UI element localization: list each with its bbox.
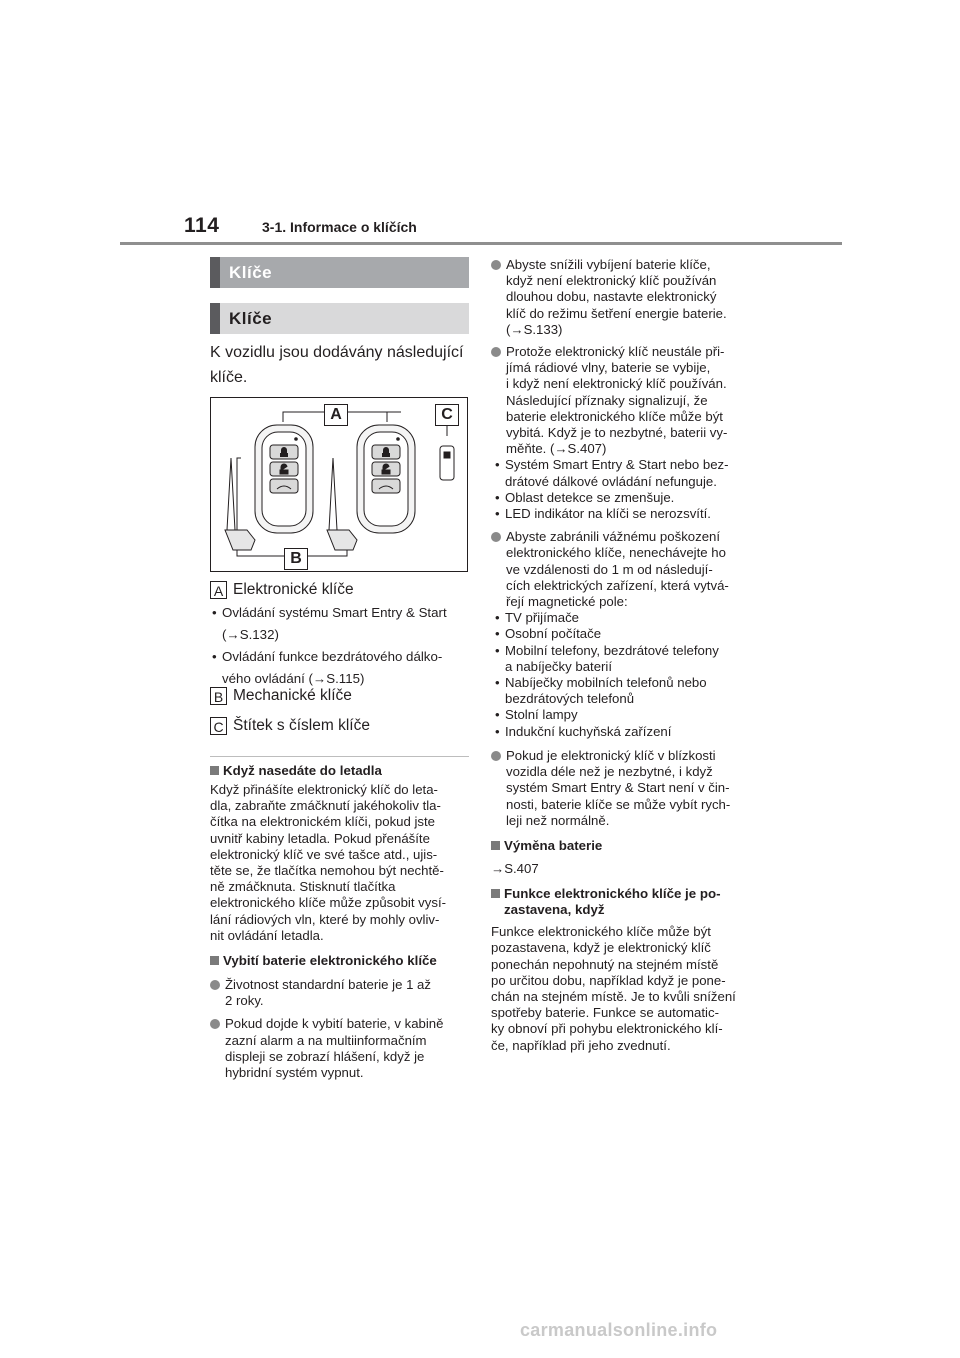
bullet-dot-icon — [210, 1019, 220, 1029]
left-notes — [210, 763, 470, 1081]
list-item-cont: (→S.132) — [222, 627, 279, 642]
item-b — [210, 687, 352, 705]
item-b-label: Mechanické klíče — [233, 687, 352, 704]
item-a-label: Elektronické klíče — [233, 581, 354, 598]
list-item: • LED indikátor na klíči se nerozsvítí. — [491, 506, 756, 522]
list-item-cont: a nabíječky baterií — [505, 658, 613, 674]
section-title: 3-1. Informace o klíčích — [262, 219, 417, 235]
page-number: 114 — [184, 214, 220, 237]
main-heading: Klíče — [229, 263, 273, 282]
item-b-letter: B — [210, 687, 227, 705]
item-a — [210, 581, 354, 599]
sub-heading: Klíče — [229, 309, 273, 328]
list-item: • Mobilní telefony, bezdrátové telefony — [491, 643, 756, 659]
bullet-item: Pokud je elektronický klíč v blízkosti vozidla déle než je nezbytné, i když systém Smart Entry & Start není v čin- nosti, baterie klíče se může vybít rych- leji než normálně. — [491, 748, 756, 829]
bullet-dot-icon — [491, 532, 501, 542]
list-item: • TV přijímače — [491, 610, 756, 626]
list-item: • Systém Smart Entry & Start nebo bez- — [491, 457, 756, 473]
page-reference: →S.407 — [491, 860, 539, 876]
bullet-dot-icon — [210, 980, 220, 990]
item-a-sublist — [212, 602, 477, 690]
intro-text: K vozidlu jsou dodávány následující klíče. — [210, 344, 464, 386]
note-heading: Vybití baterie elektronického klíče — [210, 953, 470, 969]
main-heading-band — [210, 257, 469, 288]
callout-b: B — [284, 548, 308, 570]
watermark: carmanualsonline.info — [520, 1320, 718, 1340]
device-list — [491, 610, 756, 740]
item-c — [210, 717, 370, 735]
bullet-dot-icon — [491, 751, 501, 761]
list-item: • Nabíječky mobilních telefonů nebo — [491, 675, 756, 691]
sub-heading-band — [210, 303, 469, 334]
bullet-item: Abyste zabránili vážnému poškození elektronického klíče, nenechávejte ho ve vzdálenosti do 1 m od následují- cích elektrických zařízení, která vytvá- řejí magnetické pole: — [491, 529, 756, 610]
note-text: Když přinášíte elektronický klíč do leta- dla, zabraňte zmáčknutí jakéhokoliv tla- čítka na elektronickém klíči, pokud jste uvnitř kabiny letadla. Pokud přenášíte elektronický klíč ve své tašce atd., ujis- těte se, že tlačítka nemohou být nechtě- ně zmáčknuta. Stisknutí tlačítka elektronického klíče může způsobit vysí- lání rádiových vln, které by mohly ovliv- nit ovládání letadla. — [210, 782, 447, 943]
symptom-list — [491, 457, 756, 522]
list-item: • Oblast detekce se zmenšuje. — [491, 490, 756, 506]
note-heading: Když nasedáte do letadla — [210, 763, 470, 779]
bullet-item: Protože elektronický klíč neustále při- jímá rádiové vlny, baterie se vybije, i když není elektronický klíč používán. Následující příznaky signalizují, že baterie elektronického klíče může být vybitá. Když je to nezbytné, baterii vy- měňte. (→S.407) — [491, 344, 756, 457]
right-notes — [491, 257, 756, 1054]
list-item: • Stolní lampy — [491, 707, 756, 723]
header-rule — [120, 242, 842, 245]
bullet-item: Pokud dojde k vybití baterie, v kabině zazní alarm a na multiinformačním displeji se zobrazí hlášení, když je hybridní systém vypnut. — [210, 1016, 470, 1081]
note-heading: Funkce elektronického klíče je po- zastavena, když — [491, 886, 756, 918]
item-c-label: Štítek s číslem klíče — [233, 717, 370, 734]
note-heading: Výměna baterie — [491, 838, 756, 854]
keys-illustration — [210, 397, 468, 572]
callout-a: A — [324, 404, 348, 426]
list-item: • Indukční kuchyňská zařízení — [491, 724, 756, 740]
callout-c: C — [435, 404, 459, 426]
bullet-dot-icon — [491, 260, 501, 270]
bullet-item: Životnost standardní baterie je 1 až 2 roky. — [210, 977, 470, 1009]
bullet-item: Abyste snížili vybíjení baterie klíče, když není elektronický klíč používán dlouhou dobu, nastavte elektronický klíč do režimu šetření energie baterie. (→S.133) — [491, 257, 756, 338]
list-item: • Ovládání funkce bezdrátového dálko- — [212, 646, 477, 668]
bullet-dot-icon — [491, 347, 501, 357]
list-item: • Osobní počítače — [491, 626, 756, 642]
note-text: Funkce elektronického klíče může být pozastavena, když je elektronický klíč ponechán nepohnutý na stejném místě po určitou dobu, například když je pone- chán na stejném místě. Je to kvůli snížení spotřeby baterie. Funkce se automatic- ky obnoví při pohybu elektronického klí- če, například při jeho zvednutí. — [491, 924, 736, 1053]
list-item-cont: vého ovládání (→S.115) — [222, 671, 365, 686]
list-item-cont: bezdrátových telefonů — [505, 691, 635, 707]
divider — [210, 756, 469, 757]
item-c-letter: C — [210, 717, 227, 735]
list-item: • Ovládání systému Smart Entry & Start — [212, 602, 477, 624]
item-a-letter: A — [210, 581, 227, 599]
list-item-cont: drátové dálkové ovládání nefunguje. — [505, 473, 717, 489]
